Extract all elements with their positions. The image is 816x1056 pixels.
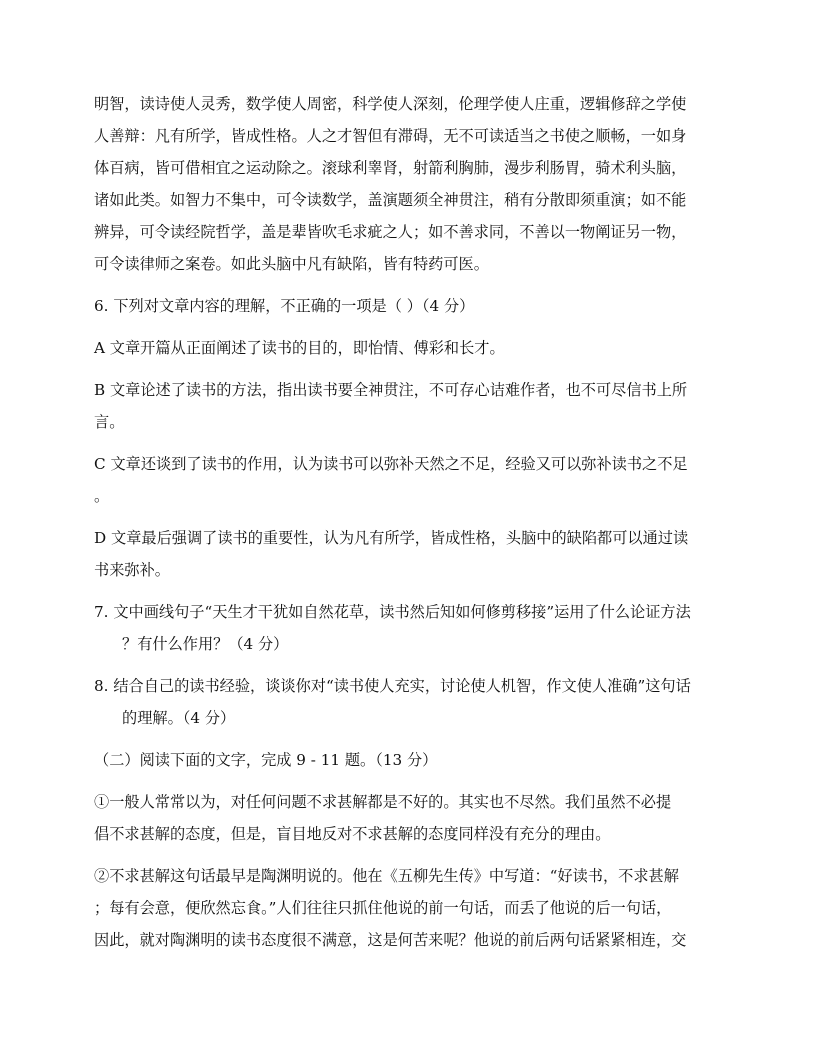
question-7: 7. 文中画线句子“天生才干犹如自然花草，读书然后知如何修剪移接”运用了什么论证方法 ？有什么作用？（4 分）	[94, 603, 691, 653]
question-6-option-d: D 文章最后强调了读书的重要性，认为凡有所学，皆成性格，头脑中的缺陷都可以通过读 书来弥补。	[94, 529, 689, 579]
question-6-option-a: A 文章开篇从正面阐述了读书的目的，即怡情、傅彩和长才。	[94, 339, 505, 357]
section-2-heading: （二）阅读下面的文字，完成 9 - 11 题。（13 分）	[94, 751, 438, 769]
passage-continued	[94, 88, 722, 280]
question-6-stem: 6. 下列对文章内容的理解，不正确的一项是（ ）（4 分）	[94, 297, 475, 315]
section-2-paragraph-2: ②不求甚解这句话最早是陶渊明说的。他在《五柳先生传》中写道：“好读书，不求甚解 ；每有会意，便欣然忘食。”人们往往只抓住他说的前一句话，而丢了他说的后一句话， 因此，就对陶渊明的读书态度很不满意，这是何苦来呢？他说的前后两句话紧紧相连，交	[94, 867, 687, 949]
passage-line: 辨异，可令读经院哲学，盖是辈皆吹毛求疵之人；如不善求同，不善以一物阐证另一物，	[94, 223, 687, 241]
passage-line: 人善辩：凡有所学，皆成性格。人之才智但有滞碍，无不可读适当之书使之顺畅，一如身	[94, 127, 687, 145]
passage-line: 明智，读诗使人灵秀，数学使人周密，科学使人深刻，伦理学使人庄重，逻辑修辞之学使	[94, 95, 687, 113]
question-6-option-c: C 文章还谈到了读书的作用，认为读书可以弥补天然之不足，经验又可以弥补读书之不足 。	[94, 455, 688, 505]
question-6-option-b: B 文章论述了读书的方法，指出读书要全神贯注，不可存心诘难作者，也不可尽信书上所 言。	[94, 381, 688, 431]
question-8: 8. 结合自己的读书经验，谈谈你对“读书使人充实，讨论使人机智，作文使人准确”这句话 的理解。（4 分）	[94, 677, 691, 727]
passage-line: 体百病，皆可借相宜之运动除之。滚球利睾肾，射箭利胸肺，漫步利肠胃，骑术利头脑，	[94, 159, 687, 177]
passage-line: 诸如此类。如智力不集中，可令读数学，盖演题须全神贯注，稍有分散即须重演；如不能	[94, 191, 687, 209]
section-2-paragraph-1: ①一般人常常以为，对任何问题不求甚解都是不好的。其实也不尽然。我们虽然不必提 倡不求甚解的态度，但是，盲目地反对不求甚解的态度同样没有充分的理由。	[94, 793, 672, 843]
passage-line: 可令读律师之案卷。如此头脑中凡有缺陷，皆有特药可医。	[94, 255, 489, 273]
